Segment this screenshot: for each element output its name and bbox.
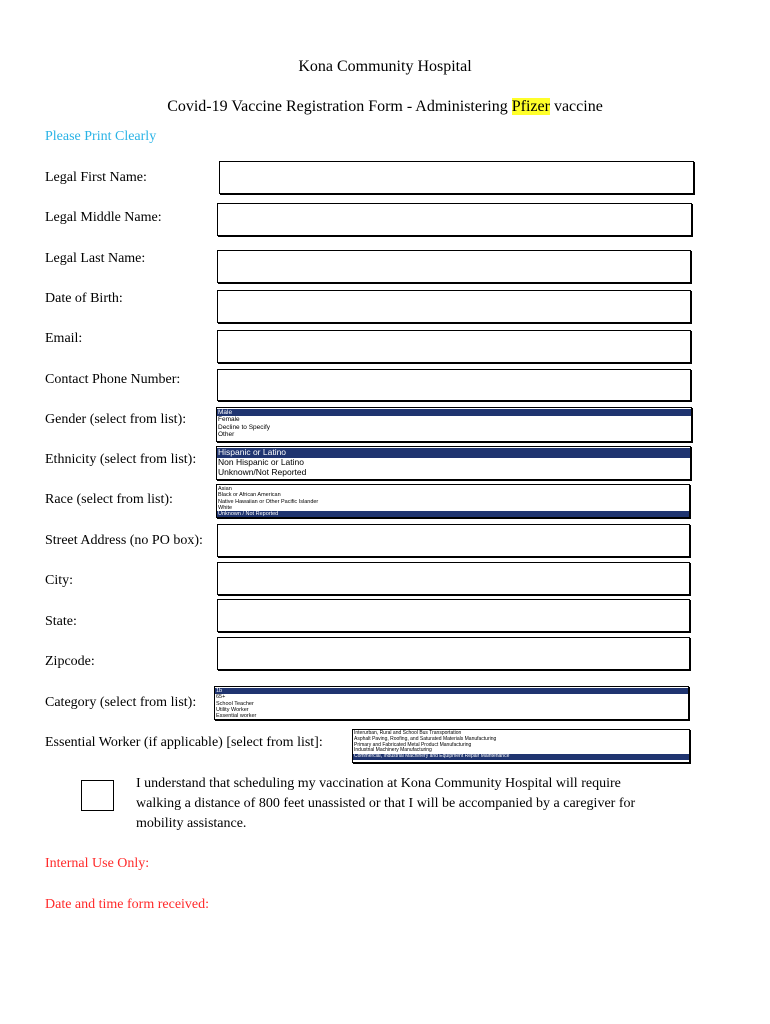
state-label: State: <box>45 614 77 629</box>
state-input[interactable] <box>217 599 690 632</box>
gender-label: Gender (select from list): <box>45 412 187 427</box>
race-option[interactable]: Unknown / Not Reported <box>217 511 689 517</box>
ethnicity-option[interactable]: Unknown/Not Reported <box>218 466 307 477</box>
race-label: Race (select from list): <box>45 492 173 507</box>
email-label: Email: <box>45 331 83 346</box>
gender-option[interactable]: Female <box>218 416 240 424</box>
form-subtitle <box>0 98 770 116</box>
essential-worker-select[interactable] <box>352 729 690 763</box>
race-option[interactable]: White <box>218 504 233 511</box>
zip-input[interactable] <box>217 637 690 670</box>
gender-select[interactable] <box>216 407 692 442</box>
essential-worker-option[interactable]: Asphalt Paving, Roofing, and Saturated Materials Manufacturing <box>354 735 497 742</box>
subtitle-suffix: vaccine <box>549 98 603 115</box>
print-clearly-note: Please Print Clearly <box>45 129 157 144</box>
subtitle-text: Covid-19 Vaccine Registration Form - Administering <box>167 98 512 115</box>
street-label: Street Address (no PO box): <box>45 533 203 548</box>
race-select[interactable] <box>216 484 690 518</box>
ethnicity-option[interactable]: Non Hispanic or Latino <box>218 456 304 467</box>
ethnicity-label: Ethnicity (select from list): <box>45 452 197 467</box>
gender-option[interactable]: Other <box>218 431 235 439</box>
street-input[interactable] <box>217 524 690 557</box>
race-option[interactable]: Native Hawaiian or Other Pacific Islander <box>218 498 319 505</box>
date-received-label: Date and time form received: <box>45 897 210 912</box>
essential-worker-option[interactable]: Interurban, Rural and School Bus Transportation <box>354 730 462 736</box>
ethnicity-select[interactable] <box>216 446 691 480</box>
middle-name-label: Legal Middle Name: <box>45 210 162 225</box>
internal-use-heading: Internal Use Only: <box>45 856 150 871</box>
essential-worker-label: Essential Worker (if applicable) [select from list]: <box>45 735 323 750</box>
dob-input[interactable] <box>217 290 691 323</box>
middle-name-input[interactable] <box>217 203 692 236</box>
phone-label: Contact Phone Number: <box>45 372 181 387</box>
last-name-input[interactable] <box>217 250 691 283</box>
acknowledgement-text: I understand that scheduling my vaccination at Kona Community Hospital will require walking a distance of 800 feet unassisted or that I will be accompanied by a caregiver for mobility assistance. <box>136 776 636 831</box>
essential-worker-option[interactable]: Industrial Machinery Manufacturing <box>354 747 432 754</box>
city-label: City: <box>45 573 74 588</box>
category-option[interactable]: Essential worker <box>216 713 257 720</box>
hospital-title: Kona Community Hospital <box>298 58 472 75</box>
race-option[interactable]: Asian <box>218 486 232 492</box>
first-name-input[interactable] <box>219 161 694 194</box>
category-option[interactable]: 65+ <box>216 694 226 701</box>
pfizer-highlight: Pfizer <box>511 98 550 115</box>
gender-option[interactable]: Male <box>217 409 691 416</box>
ethnicity-option[interactable]: Hispanic or Latino <box>217 448 690 458</box>
zip-label: Zipcode: <box>45 654 95 669</box>
email-input[interactable] <box>217 330 691 363</box>
city-input[interactable] <box>217 562 690 595</box>
gender-option[interactable]: Decline to Specify <box>218 423 271 431</box>
category-option[interactable]: 1b <box>215 688 688 694</box>
acknowledgement-checkbox[interactable] <box>81 780 114 811</box>
dob-label: Date of Birth: <box>45 291 123 306</box>
category-select[interactable] <box>214 686 689 720</box>
category-option[interactable]: Utility Worker <box>216 706 249 713</box>
phone-input[interactable] <box>217 369 691 401</box>
essential-worker-option[interactable]: Commercial, Industrial Machinery and Equipment Repair Maintenance <box>353 754 689 760</box>
category-label: Category (select from list): <box>45 695 197 710</box>
last-name-label: Legal Last Name: <box>45 251 146 266</box>
category-option[interactable]: School Teacher <box>216 700 254 707</box>
essential-worker-option[interactable]: Primary and Fabricated Metal Product Manufacturing <box>354 741 472 748</box>
first-name-label: Legal First Name: <box>45 170 147 185</box>
race-option[interactable]: Black or African American <box>218 492 281 499</box>
